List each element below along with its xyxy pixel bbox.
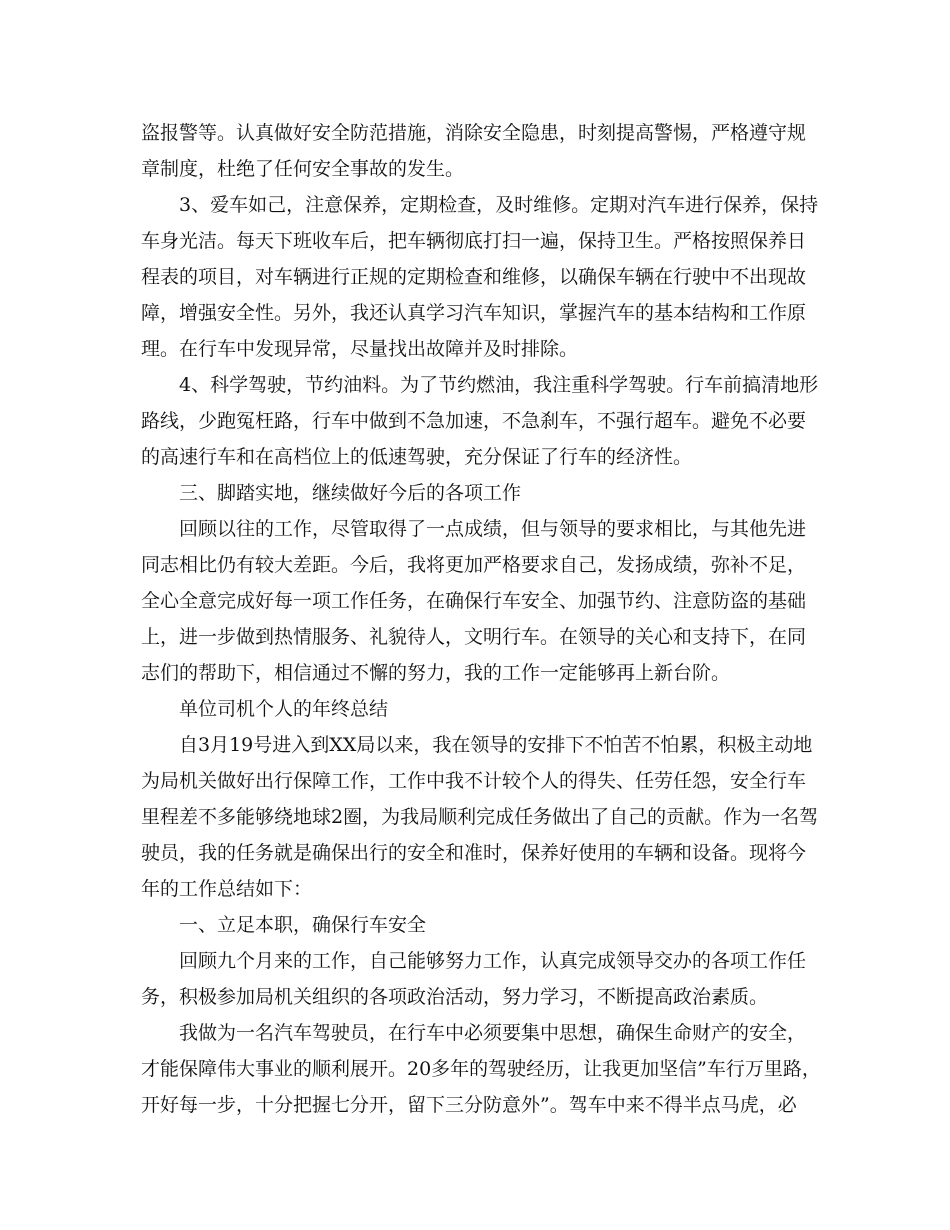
text-line: 盗报警等。认真做好安全防范措施，消除安全隐患，时刻提高警惕，严格遵守规 bbox=[141, 122, 807, 144]
text-line: 3、爱车如己，注意保养，定期检查，及时维修。定期对汽车进行保养，保持 bbox=[179, 194, 819, 216]
text-line: 障，增强安全性。另外，我还认真学习汽车知识，掌握汽车的基本结构和工作原 bbox=[141, 302, 807, 324]
text-line: 理。在行车中发现异常，尽量找出故障并及时排除。 bbox=[141, 338, 579, 360]
text-line: 为局机关做好出行保障工作，工作中我不计较个人的得失、任劳任怨，安全行车 bbox=[141, 770, 807, 792]
document-title: 单位司机个人的年终总结 bbox=[179, 698, 389, 720]
section-heading: 一、立足本职，确保行车安全 bbox=[179, 914, 427, 936]
text-line: 志们的帮助下，相信通过不懈的努力，我的工作一定能够再上新台阶。 bbox=[141, 662, 731, 684]
text-line: 驶员，我的任务就是确保出行的安全和准时，保养好使用的车辆和设备。现将今 bbox=[141, 842, 807, 864]
text-line: 我做为一名汽车驾驶员，在行车中必须要集中思想，确保生命财产的安全， bbox=[179, 1022, 807, 1044]
text-line: 全心全意完成好每一项工作任务，在确保行车安全、加强节约、注意防盗的基础 bbox=[141, 590, 807, 612]
text-line: 回顾以往的工作，尽管取得了一点成绩，但与领导的要求相比，与其他先进 bbox=[179, 518, 807, 540]
text-line: 车身光洁。每天下班收车后，把车辆彻底打扫一遍，保持卫生。严格按照保养日 bbox=[141, 230, 807, 252]
text-line: 才能保障伟大事业的顺利展开。20多年的驾驶经历，让我更加坚信”车行万里路， bbox=[141, 1058, 821, 1080]
text-line: 4、科学驾驶，节约油料。为了节约燃油，我注重科学驾驶。行车前搞清地形 bbox=[179, 374, 819, 396]
document-body bbox=[141, 115, 821, 1123]
text-line: 路线，少跑冤枉路，行车中做到不急加速，不急刹车，不强行超车。避免不必要 bbox=[141, 410, 807, 432]
text-line: 自3月19号进入到XX局以来，我在领导的安排下不怕苦不怕累，积极主动地 bbox=[179, 734, 813, 756]
text-line: 年的工作总结如下： bbox=[141, 878, 313, 900]
text-line: 同志相比仍有较大差距。今后，我将更加严格要求自己，发扬成绩，弥补不足， bbox=[141, 554, 807, 576]
text-line: 章制度，杜绝了任何安全事故的发生。 bbox=[141, 158, 465, 180]
section-heading: 三、脚踏实地，继续做好今后的各项工作 bbox=[179, 482, 522, 504]
text-line: 上，进一步做到热情服务、礼貌待人，文明行车。在领导的关心和支持下，在同 bbox=[141, 626, 807, 648]
text-line: 程表的项目，对车辆进行正规的定期检查和维修，以确保车辆在行驶中不出现故 bbox=[141, 266, 807, 288]
text-line: 的高速行车和在高档位上的低速驾驶，充分保证了行车的经济性。 bbox=[141, 446, 693, 468]
text-line: 里程差不多能够绕地球2圈，为我局顺利完成任务做出了自己的贡献。作为一名驾 bbox=[141, 806, 819, 828]
text-line: 务，积极参加局机关组织的各项政治活动，努力学习，不断提高政治素质。 bbox=[141, 986, 769, 1008]
text-line: 开好每一步，十分把握七分开，留下三分防意外”。驾车中来不得半点马虎，必 bbox=[141, 1094, 797, 1116]
text-line: 回顾九个月来的工作，自己能够努力工作，认真完成领导交办的各项工作任 bbox=[179, 950, 807, 972]
